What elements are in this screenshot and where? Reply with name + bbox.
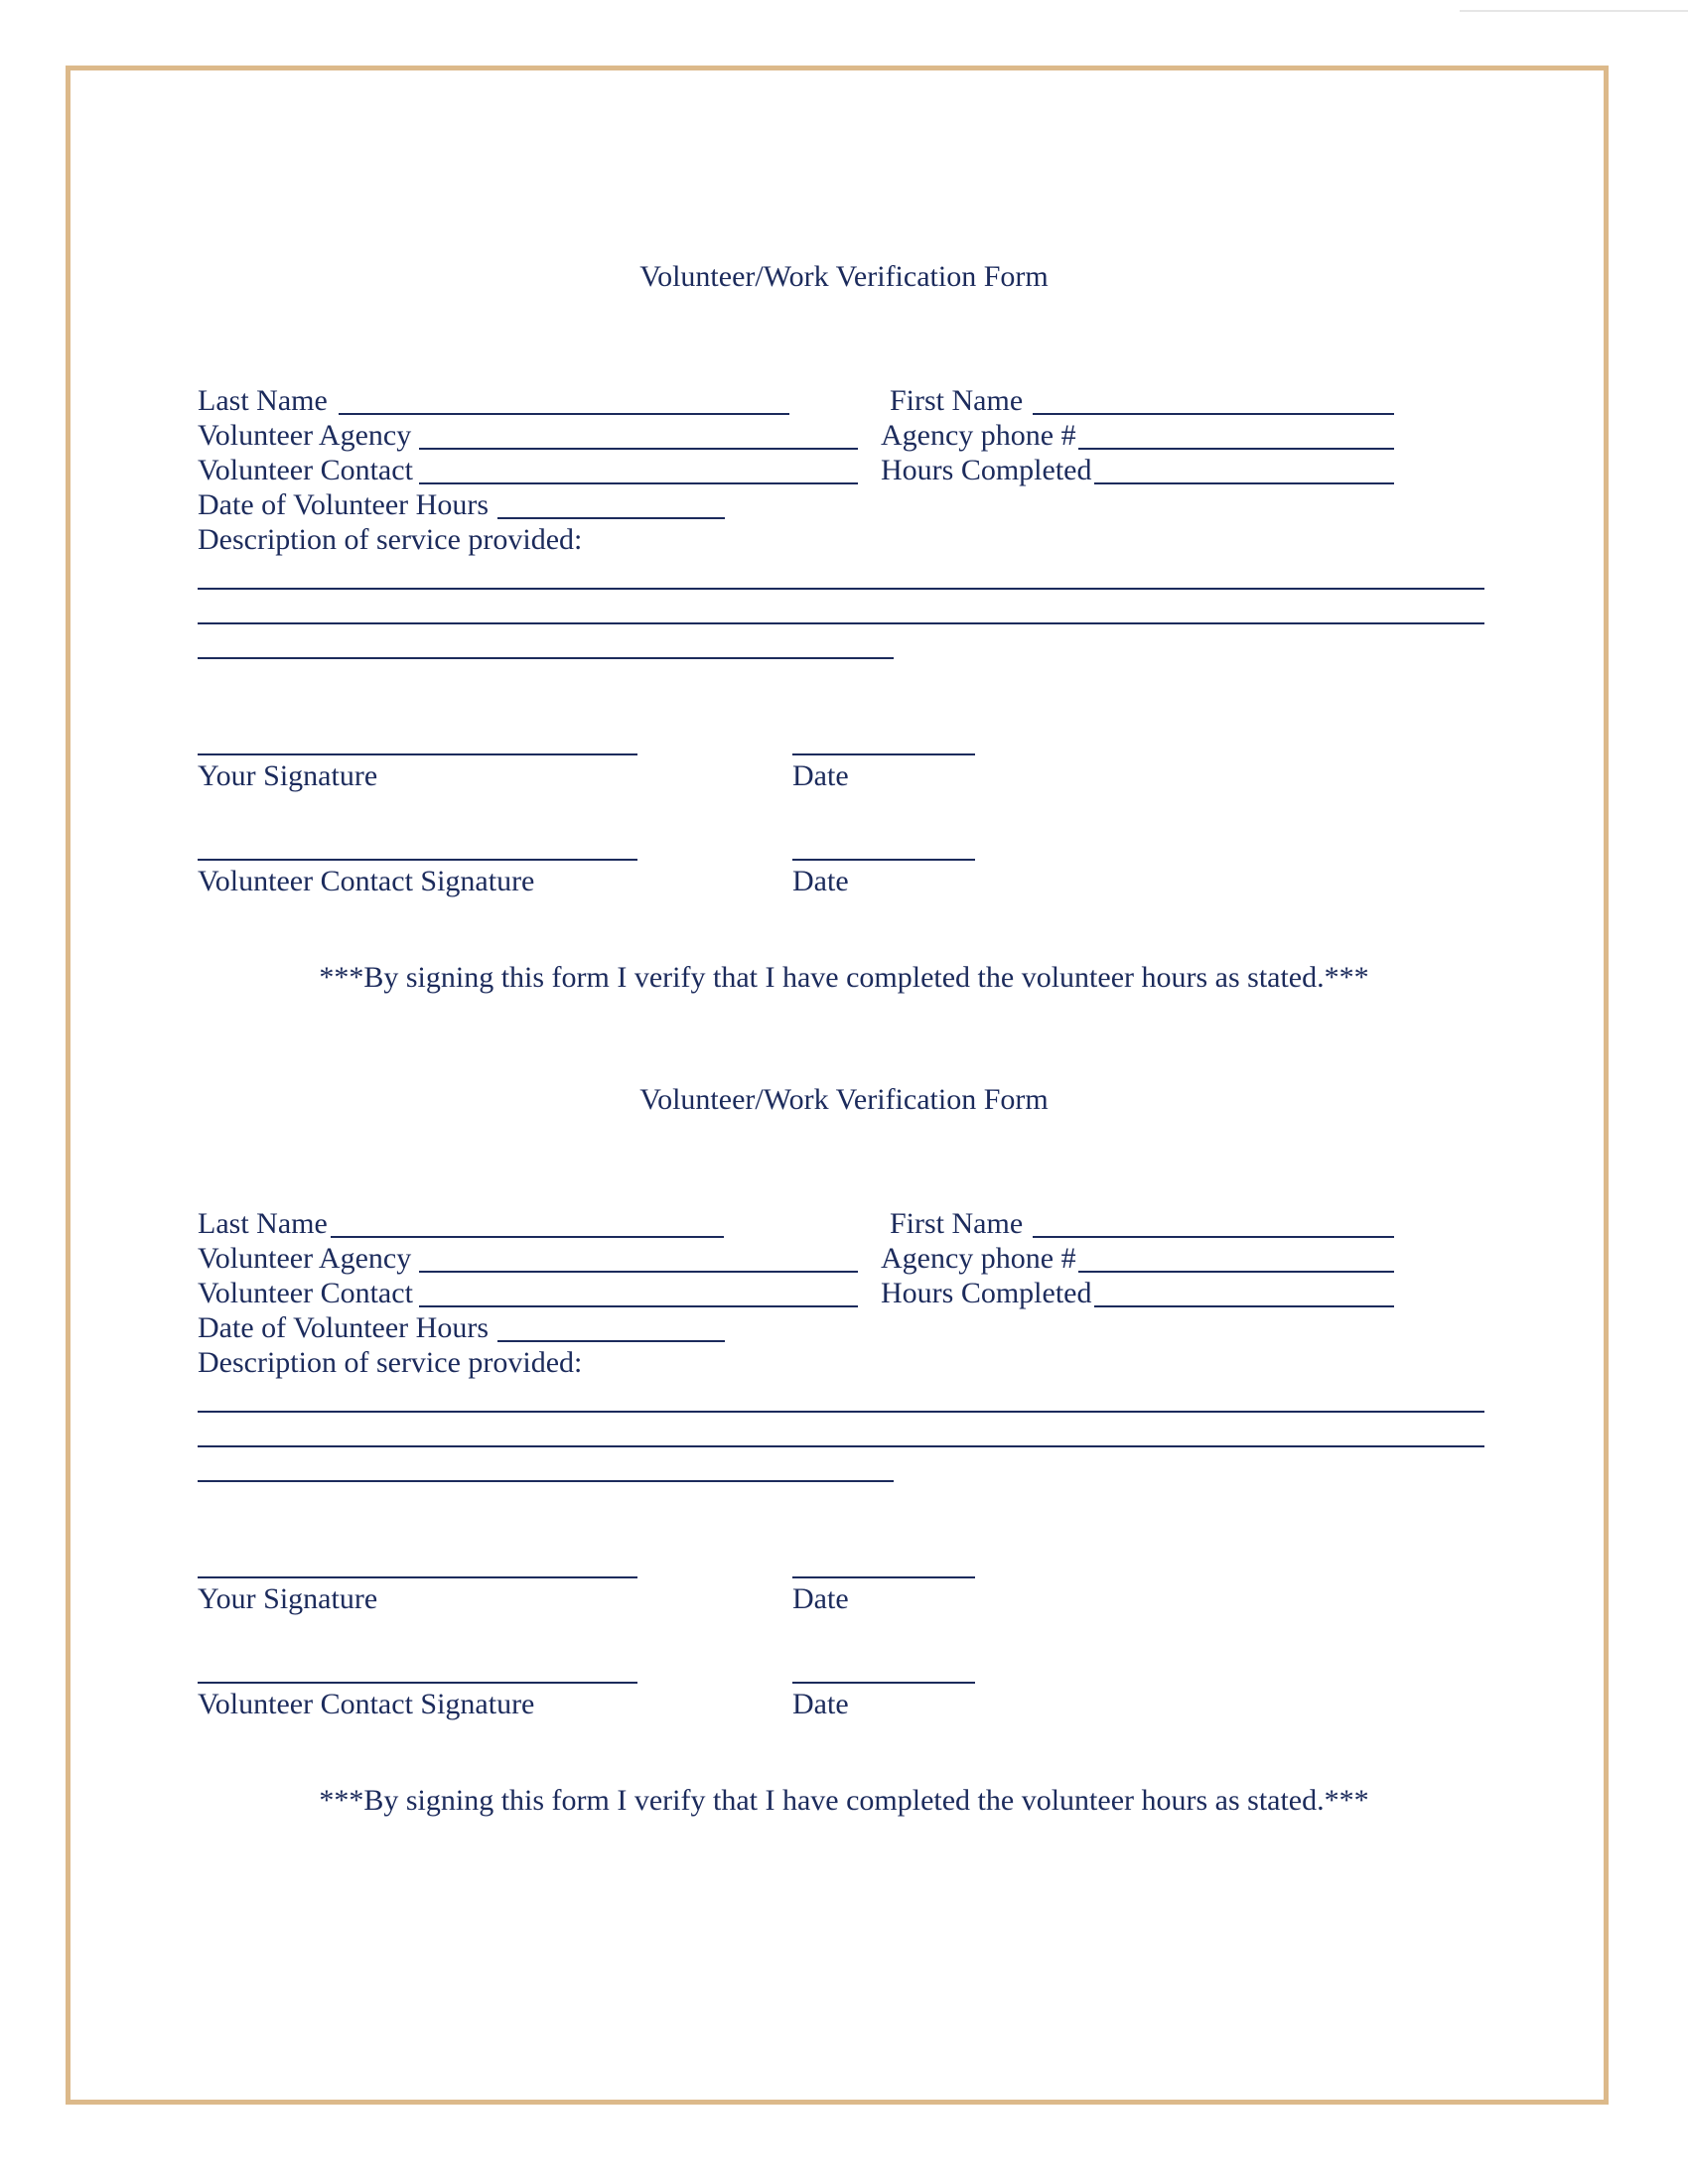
agency-phone-field[interactable] (1078, 448, 1394, 450)
hours-completed-label: Hours Completed (881, 1277, 1092, 1309)
description-line-1[interactable] (198, 1411, 1484, 1413)
date-label: Date (792, 865, 849, 897)
first-name-field[interactable] (1033, 1236, 1394, 1238)
date-label: Date (792, 759, 849, 792)
last-name-label: Last Name (198, 384, 328, 417)
your-signature-date-line[interactable] (792, 1576, 975, 1578)
description-line-2[interactable] (198, 622, 1484, 624)
agency-phone-label: Agency phone # (881, 1242, 1076, 1275)
your-signature-line[interactable] (198, 753, 637, 755)
description-label: Description of service provided: (198, 523, 583, 556)
your-signature-line[interactable] (198, 1576, 637, 1578)
agency-phone-label: Agency phone # (881, 419, 1076, 452)
description-label: Description of service provided: (198, 1346, 583, 1379)
contact-signature-date-line[interactable] (792, 1682, 975, 1684)
agency-phone-field[interactable] (1078, 1271, 1394, 1273)
volunteer-agency-field[interactable] (419, 1271, 858, 1273)
verification-form-2 (0, 823, 1688, 1817)
contact-signature-label: Volunteer Contact Signature (198, 1688, 535, 1720)
volunteer-contact-label: Volunteer Contact (198, 454, 413, 486)
date-of-hours-field[interactable] (497, 1340, 725, 1342)
date-label: Date (792, 1582, 849, 1615)
hours-completed-label: Hours Completed (881, 454, 1092, 486)
volunteer-contact-field[interactable] (419, 482, 858, 484)
your-signature-date-line[interactable] (792, 753, 975, 755)
volunteer-agency-field[interactable] (419, 448, 858, 450)
volunteer-agency-label: Volunteer Agency (198, 1242, 412, 1275)
first-name-label: First Name (890, 1207, 1024, 1240)
description-line-1[interactable] (198, 588, 1484, 590)
contact-signature-label: Volunteer Contact Signature (198, 865, 535, 897)
contact-signature-line[interactable] (198, 1682, 637, 1684)
volunteer-contact-label: Volunteer Contact (198, 1277, 413, 1309)
date-of-hours-field[interactable] (497, 517, 725, 519)
description-line-3[interactable] (198, 1480, 894, 1482)
your-signature-label: Your Signature (198, 1582, 378, 1615)
last-name-field[interactable] (331, 1236, 724, 1238)
verification-form-1 (0, 0, 1688, 994)
date-label: Date (792, 1688, 849, 1720)
volunteer-agency-label: Volunteer Agency (198, 419, 412, 452)
your-signature-label: Your Signature (198, 759, 378, 792)
first-name-label: First Name (890, 384, 1024, 417)
date-of-hours-label: Date of Volunteer Hours (198, 1311, 489, 1344)
first-name-field[interactable] (1033, 413, 1394, 415)
last-name-field[interactable] (339, 413, 789, 415)
hours-completed-field[interactable] (1094, 482, 1394, 484)
volunteer-contact-field[interactable] (419, 1305, 858, 1307)
form-title: Volunteer/Work Verification Form (639, 260, 1049, 293)
verification-note: ***By signing this form I verify that I have completed the volunteer hours as stated.*** (319, 1784, 1369, 1817)
description-line-3[interactable] (198, 657, 894, 659)
verification-note: ***By signing this form I verify that I have completed the volunteer hours as stated.*** (319, 961, 1369, 994)
hours-completed-field[interactable] (1094, 1305, 1394, 1307)
form-title: Volunteer/Work Verification Form (639, 1083, 1049, 1116)
description-line-2[interactable] (198, 1445, 1484, 1447)
date-of-hours-label: Date of Volunteer Hours (198, 488, 489, 521)
last-name-label: Last Name (198, 1207, 328, 1240)
